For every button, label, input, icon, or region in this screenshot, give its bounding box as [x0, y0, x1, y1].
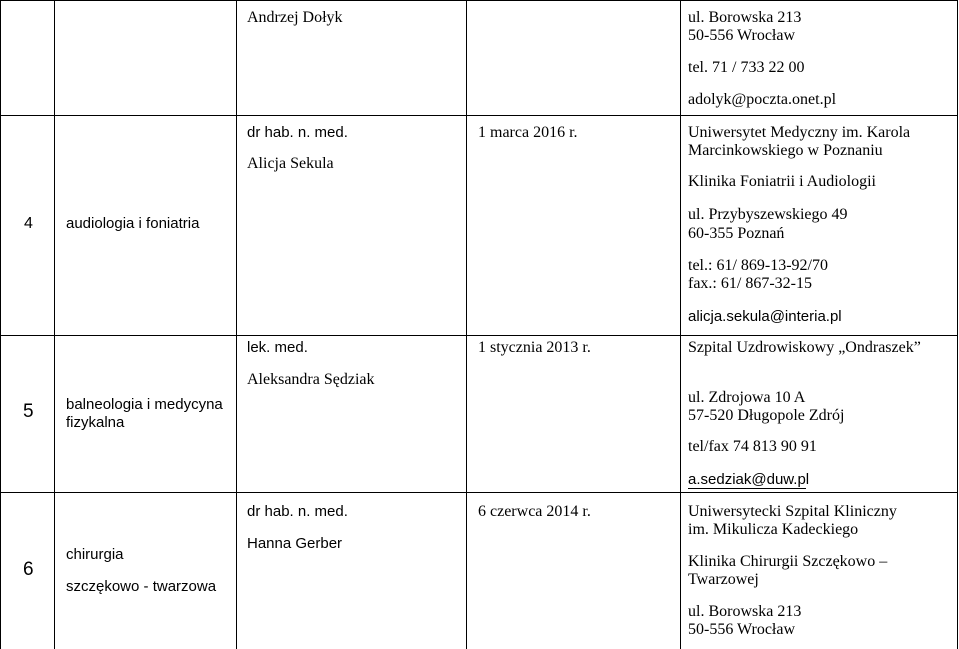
- address-line: Uniwersytecki Szpital Kliniczny: [688, 503, 897, 520]
- address-line: 50-556 Wrocław: [688, 27, 796, 44]
- address-line: ul. Borowska 213: [688, 9, 802, 26]
- address-line: 57-520 Długopole Zdrój: [688, 407, 845, 424]
- person-name: Alicja Sekula: [247, 155, 334, 172]
- column-divider: [236, 0, 237, 649]
- fax-line: fax.: 61/ 867-32-15: [688, 275, 812, 292]
- address-line: ul. Zdrojowa 10 A: [688, 389, 806, 406]
- row-number: 4: [24, 215, 33, 232]
- address-line: Twarzowej: [688, 571, 759, 588]
- person-title: dr hab. n. med.: [247, 503, 348, 520]
- person-name: Aleksandra Sędziak: [247, 371, 375, 388]
- email-link[interactable]: a.sedziak@duw.pl: [688, 471, 810, 488]
- table-border-top: [0, 0, 957, 1]
- email-underline: [688, 488, 806, 489]
- address-line: Klinika Chirurgii Szczękowo –: [688, 553, 888, 570]
- address-line: Uniwersytet Medyczny im. Karola: [688, 124, 911, 141]
- appointment-date: 1 marca 2016 r.: [478, 124, 578, 141]
- column-divider: [466, 0, 467, 649]
- specialty-field: chirurgia: [66, 546, 124, 563]
- email-link[interactable]: adolyk@poczta.onet.pl: [688, 91, 837, 108]
- person-title: lek. med.: [247, 339, 308, 356]
- column-divider: [54, 0, 55, 649]
- address-line: 60-355 Poznań: [688, 225, 785, 242]
- person-name: Hanna Gerber: [247, 535, 343, 552]
- email-link[interactable]: alicja.sekula@interia.pl: [688, 308, 842, 325]
- person-title: dr hab. n. med.: [247, 124, 348, 141]
- specialty-field: audiologia i foniatria: [66, 215, 200, 232]
- column-divider: [680, 0, 681, 649]
- specialty-field: szczękowo - twarzowa: [66, 578, 217, 595]
- person-name: Andrzej Dołyk: [247, 9, 343, 26]
- address-line: 50-556 Wrocław: [688, 621, 796, 638]
- row-divider: [0, 492, 957, 493]
- phone-line: tel.: 61/ 869-13-92/70: [688, 257, 828, 274]
- table-border-right: [957, 0, 958, 649]
- specialty-field: balneologia i medycyna: [66, 396, 223, 413]
- address-line: im. Mikulicza Kadeckiego: [688, 521, 859, 538]
- column-divider: [0, 0, 1, 649]
- row-number: 5: [23, 401, 34, 422]
- address-line: ul. Borowska 213: [688, 603, 802, 620]
- specialty-field: fizykalna: [66, 414, 125, 431]
- address-line: Szpital Uzdrowiskowy „Ondraszek”: [688, 339, 921, 356]
- row-divider: [0, 115, 957, 116]
- appointment-date: 6 czerwca 2014 r.: [478, 503, 591, 520]
- row-number: 6: [23, 559, 34, 580]
- address-line: Klinika Foniatrii i Audiologii: [688, 173, 876, 190]
- phone-line: tel. 71 / 733 22 00: [688, 59, 805, 76]
- phone-line: tel/fax 74 813 90 91: [688, 438, 817, 455]
- appointment-date: 1 stycznia 2013 r.: [478, 339, 591, 356]
- address-line: ul. Przybyszewskiego 49: [688, 206, 848, 223]
- row-divider: [0, 335, 957, 336]
- address-line: Marcinkowskiego w Poznaniu: [688, 142, 883, 159]
